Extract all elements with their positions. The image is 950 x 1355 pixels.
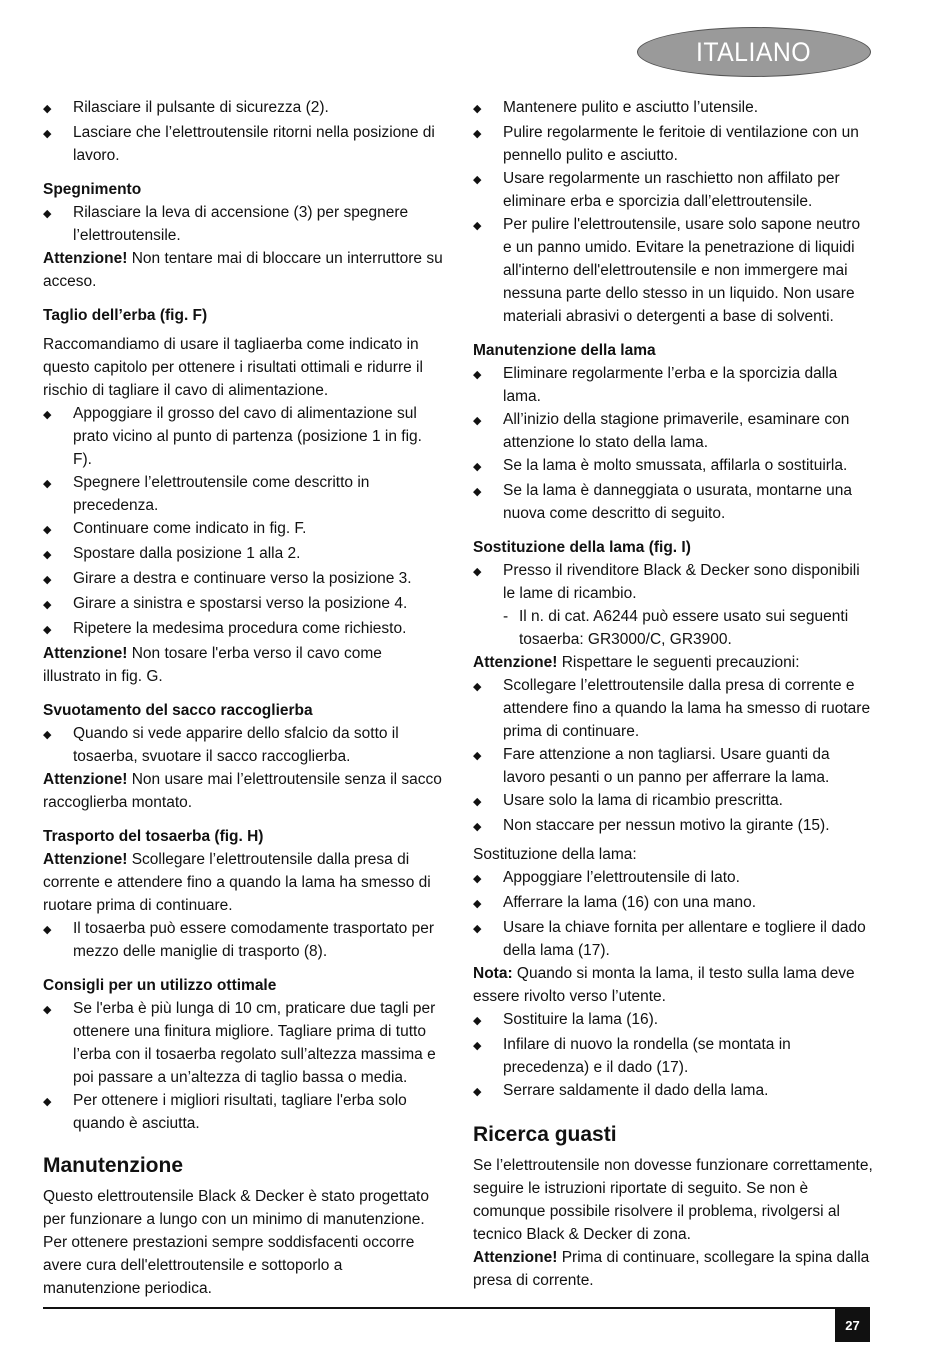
bullet-icon: ◆ — [43, 624, 52, 636]
paragraph: Raccomandiamo di usare il tagliaerba come indicato in questo capitolo per ottenere i risultati ottimali e ridurre il rischio di tagliare il cavo di alimentazione. — [43, 336, 423, 399]
bullet-icon: ◆ — [473, 369, 482, 381]
list-item: ◆ Rilasciare la leva di accensione (3) per spegnere l’elettroutensile. — [43, 201, 443, 247]
bullet-icon: ◆ — [473, 128, 482, 140]
list-item: ◆ Per ottenere i migliori risultati, tagliare l'erba solo quando è asciutta. — [43, 1089, 443, 1135]
list-item: ◆ Girare a destra e continuare verso la posizione 3. — [43, 567, 443, 592]
list-item: ◆ Infilare di nuovo la rondella (se montata in precedenza) e il dado (17). — [473, 1033, 873, 1079]
language-label: ITALIANO — [696, 36, 812, 67]
bullet-icon: ◆ — [43, 524, 52, 536]
list-item: ◆ Ripetere la medesima procedura come richiesto. — [43, 617, 443, 642]
bullet-icon: ◆ — [473, 174, 482, 186]
bullet-icon: ◆ — [43, 729, 52, 741]
list-item: ◆ Presso il rivenditore Black & Decker sono disponibili le lame di ricambio. — [473, 559, 873, 605]
bullet-icon: ◆ — [43, 103, 52, 115]
bullet-icon: ◆ — [43, 208, 52, 220]
list-item: ◆ Se la lama è molto smussata, affilarla o sostituirla. — [473, 454, 873, 479]
bullet-icon: ◆ — [473, 750, 482, 762]
list-item: ◆ All’inizio della stagione primaverile, esaminare con attenzione lo stato della lama. — [473, 408, 873, 454]
bullet-icon: ◆ — [43, 574, 52, 586]
list-item: ◆ Il tosaerba può essere comodamente trasportato per mezzo delle maniglie di trasporto (8). — [43, 917, 443, 963]
footer-divider — [43, 1307, 870, 1309]
list-item: ◆ Scollegare l’elettroutensile dalla presa di corrente e attendere fino a quando la lama ha smesso di ruotare prima di continuare. — [473, 674, 873, 743]
bullet-icon: ◆ — [43, 599, 52, 611]
list-item: ◆ Sostituire la lama (16). — [473, 1008, 873, 1033]
warning-paragraph: Attenzione! Scollegare l’elettroutensile dalla presa di corrente e attendere fino a quando la lama ha smesso di ruotare prima di continuare. — [43, 851, 431, 914]
bullet-icon: ◆ — [43, 1004, 52, 1016]
left-column — [43, 96, 443, 1300]
list-item: ◆ Quando si vede apparire dello sfalcio da sotto il tosaerba, svuotare il sacco raccoglierba. — [43, 722, 443, 768]
bullet-icon: ◆ — [43, 1096, 52, 1108]
dash-marker: - — [503, 608, 509, 625]
bullet-icon: ◆ — [473, 898, 482, 910]
list-item: ◆ Spostare dalla posizione 1 alla 2. — [43, 542, 443, 567]
bullet-icon: ◆ — [473, 461, 482, 473]
bullet-icon: ◆ — [43, 924, 52, 936]
warning-paragraph: Attenzione! Non tentare mai di bloccare un interruttore su acceso. — [43, 250, 443, 290]
page-number: 27 — [835, 1309, 870, 1342]
list-item: ◆ Appoggiare il grosso del cavo di alimentazione sul prato vicino al punto di partenza (posizione 1 in fig. F). — [43, 402, 443, 471]
section-heading: Taglio dell’erba (fig. F) — [43, 307, 208, 324]
section-heading: Spegnimento — [43, 181, 142, 198]
bullet-icon: ◆ — [473, 415, 482, 427]
bullet-icon: ◆ — [473, 566, 482, 578]
list-item: ◆ Spegnere l’elettroutensile come descritto in precedenza. — [43, 471, 443, 517]
warning-paragraph: Attenzione! Non usare mai l’elettroutensile senza il sacco raccoglierba montato. — [43, 771, 442, 811]
list-item: ◆ Non staccare per nessun motivo la girante (15). — [473, 814, 873, 839]
list-item: ◆ Pulire regolarmente le feritoie di ventilazione con un pennello pulito e asciutto. — [473, 121, 873, 167]
list-item: ◆ Usare regolarmente un raschietto non affilato per eliminare erba e sporcizia dall’elettroutensile. — [473, 167, 873, 213]
list-item: ◆ Lasciare che l’elettroutensile ritorni nella posizione di lavoro. — [43, 121, 443, 167]
paragraph: Questo elettroutensile Black & Decker è stato progettato per funzionare a lungo con un minimo di manutenzione. Per ottenere prestazioni sempre soddisfacenti occorre avere cura dell'elettroutensile e sottoporlo a manutenzione periodica. — [43, 1188, 429, 1297]
bullet-icon: ◆ — [473, 1040, 482, 1052]
subheading: Sostituzione della lama: — [473, 846, 637, 863]
bullet-icon: ◆ — [473, 1015, 482, 1027]
list-item: ◆ Serrare saldamente il dado della lama. — [473, 1079, 873, 1104]
bullet-icon: ◆ — [473, 1086, 482, 1098]
section-heading: Consigli per un utilizzo ottimale — [43, 977, 277, 994]
section-heading: Svuotamento del sacco raccoglierba — [43, 702, 313, 719]
list-item: ◆ Usare solo la lama di ricambio prescritta. — [473, 789, 873, 814]
bullet-icon: ◆ — [473, 923, 482, 935]
list-item: ◆ Per pulire l'elettroutensile, usare solo sapone neutro e un panno umido. Evitare la penetrazione di liquidi all'interno dell'elettroutensile e non immergere mai nessuna parte dello stesso in un liquido. Non usare materiali abrasivi o detergenti a base di solventi. — [473, 213, 873, 328]
warning-paragraph: Attenzione! Prima di continuare, scollegare la spina dalla presa di corrente. — [473, 1249, 870, 1289]
bullet-icon: ◆ — [473, 220, 482, 232]
list-item: ◆ Se la lama è danneggiata o usurata, montarne una nuova come descritto di seguito. — [473, 479, 873, 525]
list-item: ◆ Girare a sinistra e spostarsi verso la posizione 4. — [43, 592, 443, 617]
sub-list-item: - Il n. di cat. A6244 può essere usato sui seguenti tosaerba: GR3000/C, GR3900. — [473, 605, 873, 651]
bullet-icon: ◆ — [43, 478, 52, 490]
note-paragraph: Nota: Quando si monta la lama, il testo sulla lama deve essere rivolto verso l’utente. — [473, 965, 855, 1005]
list-item: ◆ Continuare come indicato in fig. F. — [43, 517, 443, 542]
list-item: ◆ Eliminare regolarmente l’erba e la sporcizia dalla lama. — [473, 362, 873, 408]
bullet-icon: ◆ — [473, 486, 482, 498]
bullet-icon: ◆ — [43, 128, 52, 140]
section-heading: Manutenzione della lama — [473, 342, 656, 359]
warning-paragraph: Attenzione! Rispettare le seguenti precauzioni: — [473, 654, 800, 671]
list-item: ◆ Appoggiare l’elettroutensile di lato. — [473, 866, 873, 891]
bullet-icon: ◆ — [43, 549, 52, 561]
right-column — [473, 96, 873, 1292]
paragraph: Se l’elettroutensile non dovesse funzionare correttamente, seguire le istruzioni riportate di seguito. Se non è comunque possibile risolvere il problema, rivolgersi al tecnico Black & Decker di zona. — [473, 1157, 873, 1243]
bullet-icon: ◆ — [473, 681, 482, 693]
list-item: ◆ Fare attenzione a non tagliarsi. Usare guanti da lavoro pesanti o un panno per afferrare la lama. — [473, 743, 873, 789]
bullet-icon: ◆ — [473, 873, 482, 885]
language-badge — [637, 27, 871, 77]
list-item: ◆ Se l'erba è più lunga di 10 cm, praticare due tagli per ottenere una finitura migliore. Tagliare prima di tutto l’erba con il tosaerba regolato sull’altezza massima e poi passare a un’altezza di taglio bassa o media. — [43, 997, 443, 1089]
section-heading: Sostituzione della lama (fig. I) — [473, 539, 691, 556]
list-item: ◆ Usare la chiave fornita per allentare e togliere il dado della lama (17). — [473, 916, 873, 962]
list-item: ◆ Afferrare la lama (16) con una mano. — [473, 891, 873, 916]
list-item: ◆ Rilasciare il pulsante di sicurezza (2). — [43, 96, 443, 121]
bullet-icon: ◆ — [473, 103, 482, 115]
list-item: ◆ Mantenere pulito e asciutto l’utensile. — [473, 96, 873, 121]
section-title: Ricerca guasti — [473, 1123, 617, 1146]
section-heading: Trasporto del tosaerba (fig. H) — [43, 828, 264, 845]
bullet-icon: ◆ — [473, 821, 482, 833]
section-title: Manutenzione — [43, 1154, 183, 1177]
bullet-icon: ◆ — [43, 409, 52, 421]
warning-paragraph: Attenzione! Non tosare l'erba verso il cavo come illustrato in fig. G. — [43, 645, 382, 685]
bullet-icon: ◆ — [473, 796, 482, 808]
